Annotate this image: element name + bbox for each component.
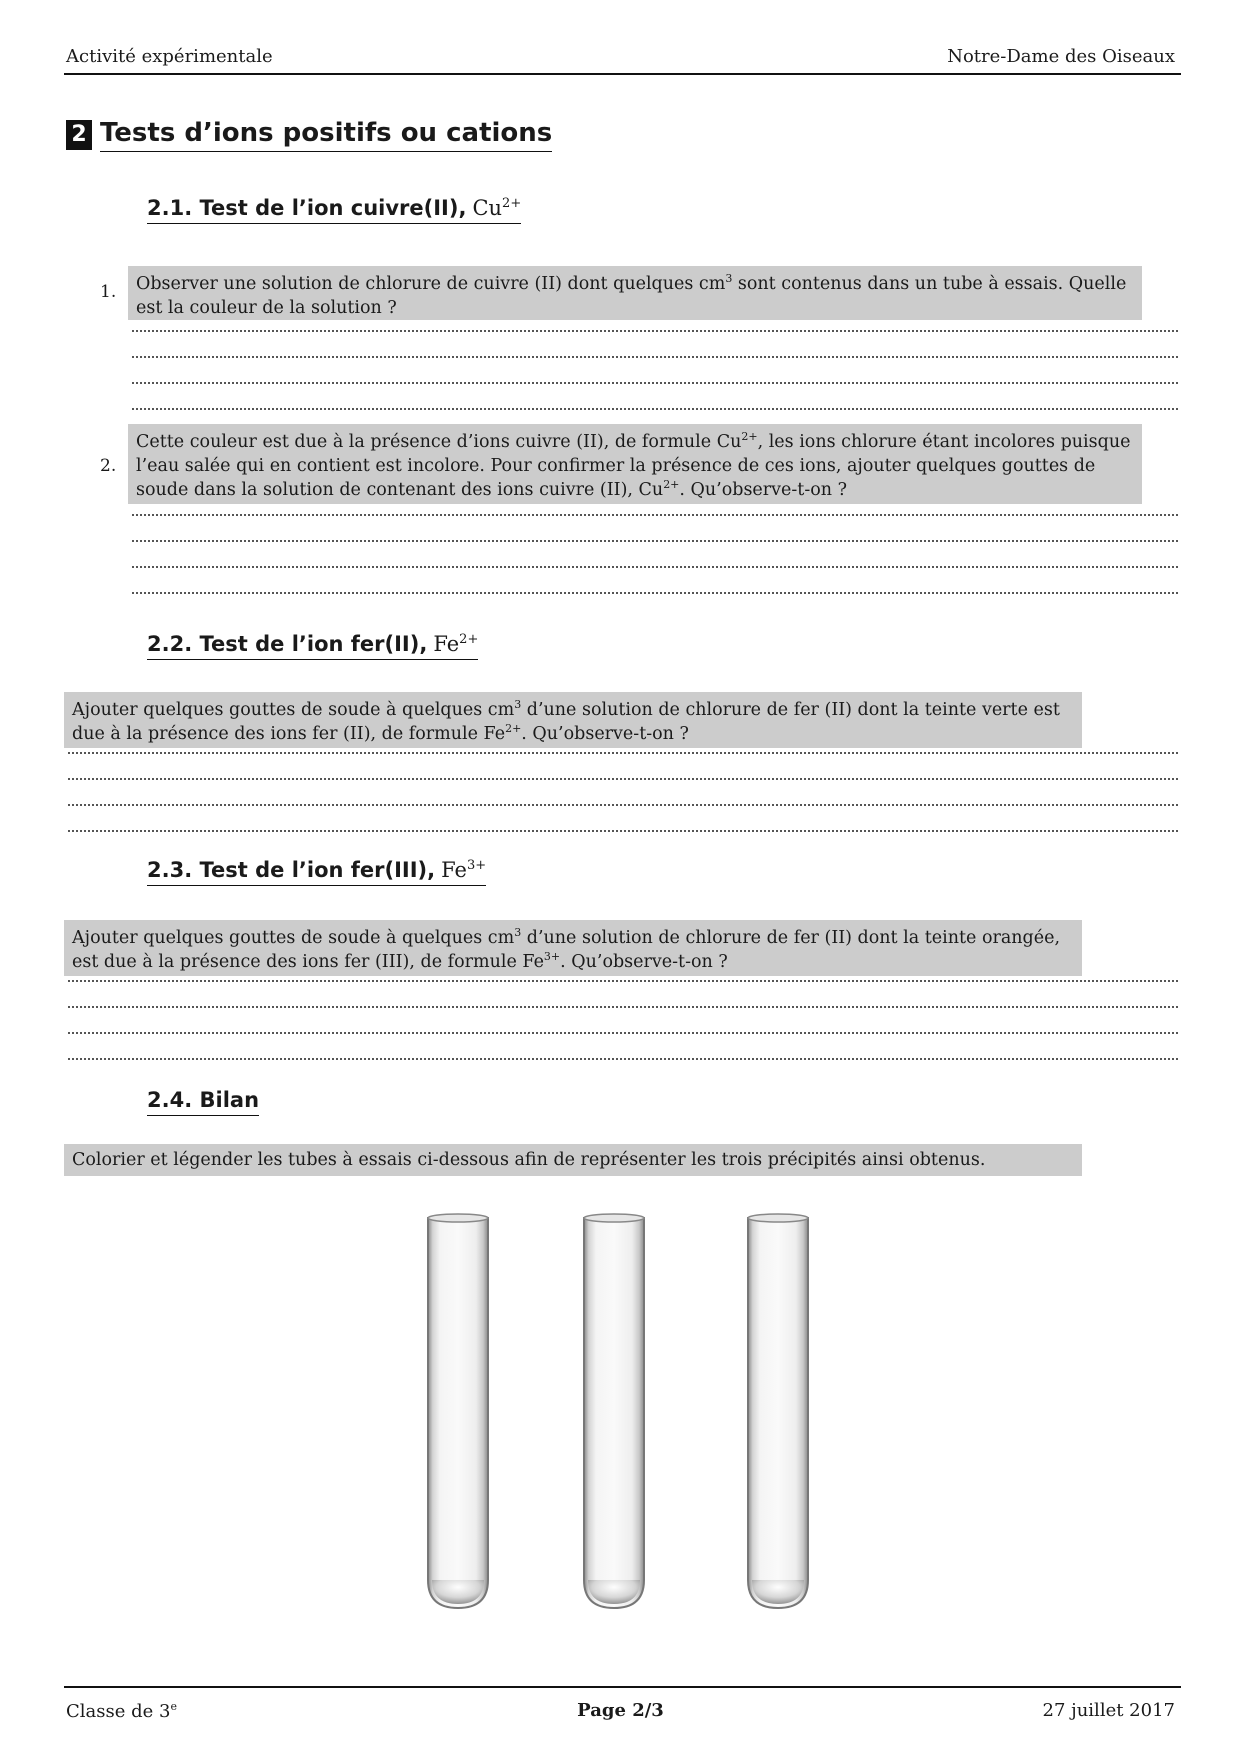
answer-line[interactable] bbox=[132, 514, 1178, 516]
answer-line[interactable] bbox=[132, 408, 1178, 410]
answer-line[interactable] bbox=[132, 382, 1178, 384]
answer-line[interactable] bbox=[68, 778, 1178, 780]
answer-line[interactable] bbox=[68, 1006, 1178, 1008]
test-tube-2[interactable] bbox=[584, 1214, 644, 1608]
answer-line[interactable] bbox=[132, 566, 1178, 568]
footer-date: 27 juillet 2017 bbox=[1042, 1700, 1175, 1721]
answer-line[interactable] bbox=[68, 980, 1178, 982]
test-tube-1[interactable] bbox=[428, 1214, 488, 1608]
answer-line[interactable] bbox=[68, 830, 1178, 832]
ion-formula: $Cu^{2+}$ bbox=[472, 196, 522, 220]
question-box-2: Cette couleur est due à la présence d’ions cuivre (II), de formule $Cu^{2+}$, les ions chlorure étant incolores puisque l’eau salée qui en contient est incolore. Pour confirmer la présence de ces ions, ajouter quelques gouttes de soude dans la solution de contenant des ions cuivre (II), $Cu^{2+}$. Qu’observe-t-on ? bbox=[128, 424, 1142, 504]
section-title bbox=[66, 117, 552, 153]
subsection-title-2-2: 2.2. Test de l’ion fer(II), $Fe^{2+}$ bbox=[147, 632, 478, 660]
header-rule bbox=[64, 73, 1181, 75]
question-box-1: Observer une solution de chlorure de cuivre (II) dont quelques $cm^3$ sont contenus dans un tube à essais. Quelle est la couleur de la solution ? bbox=[128, 266, 1142, 320]
section-title-text: Tests d’ions positifs ou cations bbox=[100, 118, 552, 152]
instruction-box-2-2: Ajouter quelques gouttes de soude à quelques $cm^3$ d’une solution de chlorure de fer (II) dont la teinte verte est due à la présence des ions fer (II), de formule $Fe^{2+}$. Qu’observe-t-on ? bbox=[64, 692, 1082, 748]
answer-line[interactable] bbox=[68, 804, 1178, 806]
subsection-title-2-3: 2.3. Test de l’ion fer(III), $Fe^{3+}$ bbox=[147, 858, 486, 886]
instruction-box-2-3: Ajouter quelques gouttes de soude à quelques $cm^3$ d’une solution de chlorure de fer (II) dont la teinte orangée, est due à la présence des ions fer (III), de formule $Fe^{3+}$. Qu’observe-t-on ? bbox=[64, 920, 1082, 976]
answer-line[interactable] bbox=[68, 1058, 1178, 1060]
ion-formula: $Fe^{3+}$ bbox=[441, 858, 487, 882]
subsection-title-2-1: 2.1. Test de l’ion cuivre(II), $Cu^{2+}$ bbox=[147, 196, 521, 224]
footer-rule bbox=[64, 1686, 1181, 1688]
test-tubes-illustration bbox=[0, 1200, 1241, 1620]
test-tube-3[interactable] bbox=[748, 1214, 808, 1608]
question-number: 1. bbox=[100, 282, 117, 302]
answer-line[interactable] bbox=[68, 752, 1178, 754]
header-left: Activité expérimentale bbox=[66, 46, 273, 67]
footer-left: Classe de 3e bbox=[66, 1700, 177, 1722]
instruction-box-2-4: Colorier et légender les tubes à essais ci-dessous afin de représenter les trois précipités ainsi obtenus. bbox=[64, 1144, 1082, 1176]
ion-formula: $Fe^{2+}$ bbox=[433, 632, 479, 656]
answer-line[interactable] bbox=[132, 330, 1178, 332]
answer-line[interactable] bbox=[132, 592, 1178, 594]
answer-line[interactable] bbox=[132, 356, 1178, 358]
question-number: 2. bbox=[100, 456, 117, 476]
header-right: Notre-Dame des Oiseaux bbox=[947, 46, 1175, 67]
page-number: Page 2/3 bbox=[577, 1700, 664, 1721]
section-number: 2 bbox=[66, 120, 92, 150]
answer-line[interactable] bbox=[68, 1032, 1178, 1034]
subsection-title-2-4: 2.4. Bilan bbox=[147, 1088, 259, 1116]
answer-line[interactable] bbox=[132, 540, 1178, 542]
